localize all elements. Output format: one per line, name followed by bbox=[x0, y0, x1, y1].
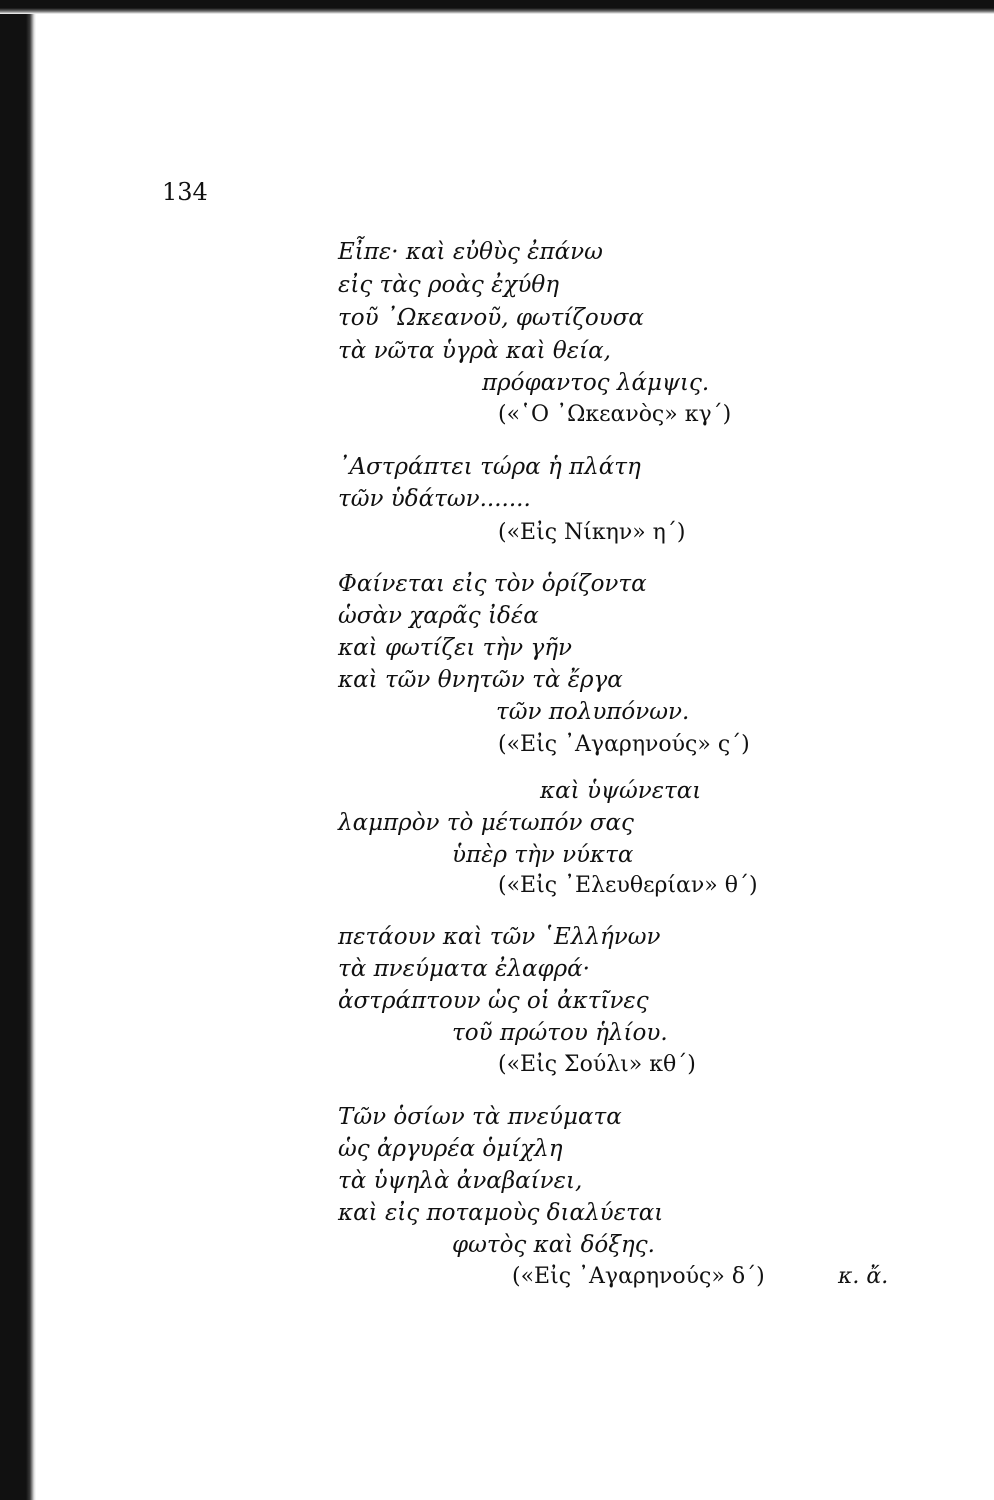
author-signature: κ. ἄ. bbox=[838, 1264, 889, 1289]
verse-line: τὰ νῶτα ὑγρὰ καὶ θεία, bbox=[338, 338, 611, 364]
verse-line: Εἶπε· καὶ εὐθὺς ἐπάνω bbox=[338, 239, 603, 265]
verse-line: τὰ ὑψηλὰ ἀναβαίνει, bbox=[338, 1168, 583, 1194]
verse-line: τῶν ὑδάτων....... bbox=[338, 486, 531, 512]
verse-line: καὶ τῶν θνητῶν τὰ ἔργα bbox=[338, 667, 623, 693]
verse-line: ᾽Αστράπτει τώρα ἡ πλάτη bbox=[338, 454, 641, 480]
verse-line: τοῦ ᾽Ωκεανοῦ, φωτίζουσα bbox=[338, 305, 644, 331]
verse-line: τὰ πνεύματα ἐλαφρά· bbox=[338, 956, 590, 982]
verse-source: («῾Ο ᾽Ωκεανὸς» κγ΄) bbox=[498, 402, 732, 427]
scan-top-edge bbox=[0, 0, 994, 14]
verse-line: ὡσὰν χαρᾶς ἰδέα bbox=[338, 603, 539, 629]
verse-line: Τῶν ὁσίων τὰ πνεύματα bbox=[338, 1104, 622, 1130]
verse-source: («Εἰς Νίκην» η΄) bbox=[498, 520, 686, 545]
verse-line: πρόφαντος λάμψις. bbox=[482, 370, 710, 396]
verse-line: λαμπρὸν τὸ μέτωπόν σας bbox=[338, 810, 634, 836]
verse-line: φωτὸς καὶ δόξης. bbox=[452, 1232, 655, 1258]
verse-line: ὡς ἀργυρέα ὁμίχλη bbox=[338, 1136, 563, 1162]
verse-line: Φαίνεται εἰς τὸν ὁρίζοντα bbox=[338, 571, 647, 597]
verse-source: («Εἰς ᾽Αγαρηνούς» δ΄) bbox=[512, 1264, 765, 1289]
verse-line: καὶ ὑψώνεται bbox=[540, 778, 702, 804]
scan-left-edge bbox=[0, 0, 36, 1500]
verse-line: ἀστράπτουν ὡς οἱ ἀκτῖνες bbox=[338, 988, 649, 1014]
verse-source: («Εἰς Σούλι» κθ΄) bbox=[498, 1052, 696, 1077]
verse-line: τοῦ πρώτου ἡλίου. bbox=[452, 1020, 668, 1046]
verse-line: τῶν πολυπόνων. bbox=[496, 699, 690, 725]
page-number: 134 bbox=[162, 178, 208, 206]
verse-line: εἰς τὰς ροὰς ἐχύθη bbox=[338, 272, 559, 298]
verse-line: καὶ φωτίζει τὴν γῆν bbox=[338, 635, 572, 661]
verse-line: πετάουν καὶ τῶν ῾Ελλήνων bbox=[338, 924, 661, 950]
verse-line: καὶ εἰς ποταμοὺς διαλύεται bbox=[338, 1200, 664, 1226]
verse-source: («Εἰς ᾽Ελευθερίαν» θ΄) bbox=[498, 873, 758, 898]
verse-line: ὑπὲρ τὴν νύκτα bbox=[452, 842, 634, 868]
verse-source: («Εἰς ᾽Αγαρηνούς» ς΄) bbox=[498, 732, 750, 757]
